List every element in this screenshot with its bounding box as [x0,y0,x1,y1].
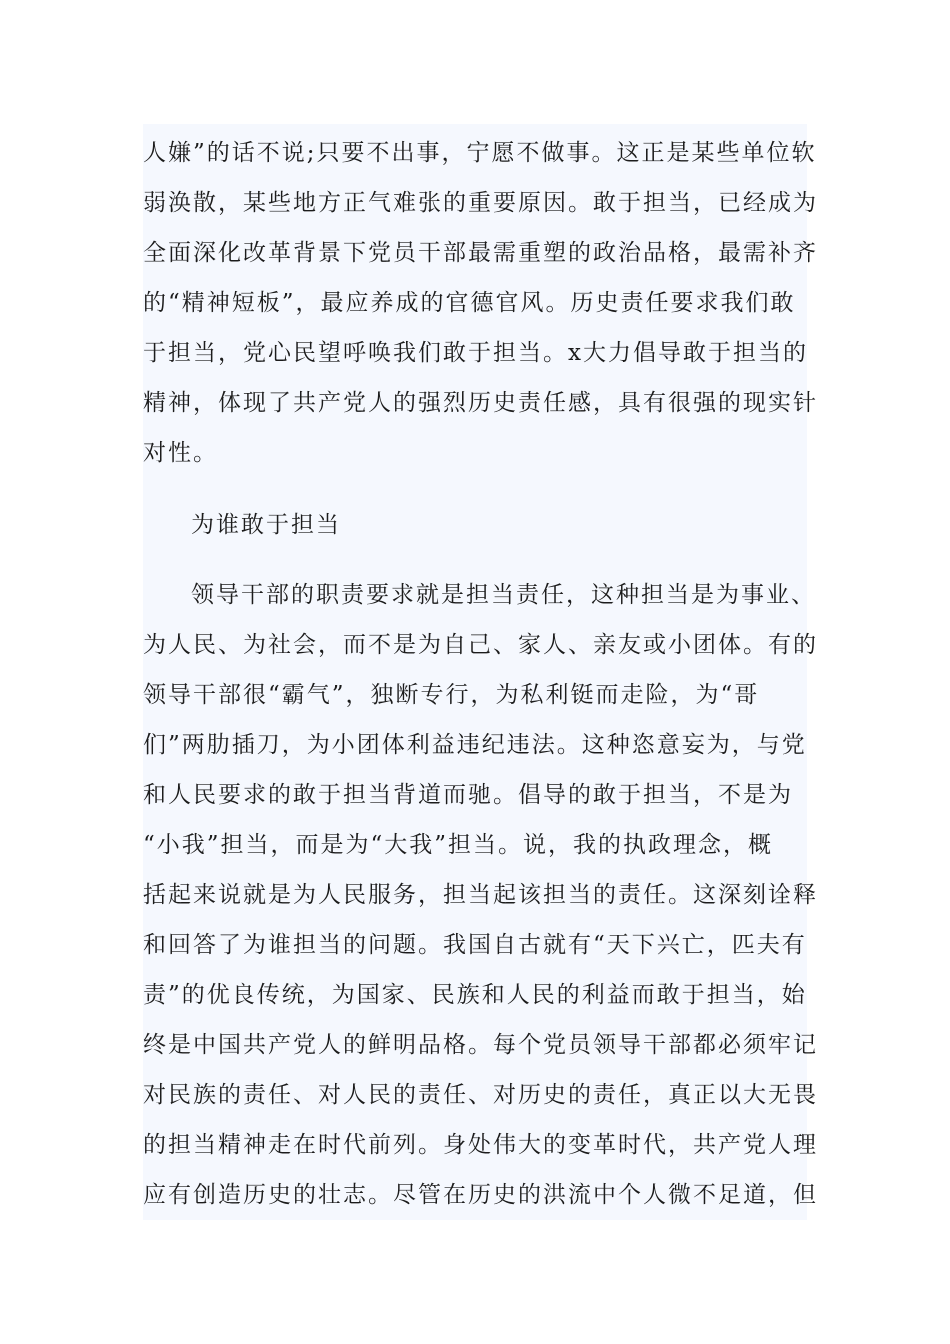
section-heading: 为谁敢于担当 [191,512,341,538]
text-line: 领导干部很“霸气”，独断专行，为私利铤而走险，为“哥 [143,682,760,708]
text-line: 为人民、为社会，而不是为自己、家人、亲友或小团体。有的 [143,632,818,658]
text-line: 弱涣散，某些地方正气难张的重要原因。敢于担当，已经成为 [143,190,818,216]
text-line: 终是中国共产党人的鲜明品格。每个党员领导干部都必须牢记 [143,1032,818,1058]
text-line: 的担当精神走在时代前列。身处伟大的变革时代，共产党人理 [143,1132,818,1158]
text-line: 应有创造历史的壮志。尽管在历史的洪流中个人微不足道，但 [143,1182,818,1208]
text-line: 的“精神短板”，最应养成的官德官风。历史责任要求我们敢 [143,290,796,316]
text-line: “小我”担当，而是为“大我”担当。说，我的执政理念，概 [143,832,774,858]
text-line: 们”两肋插刀，为小团体利益违纪违法。这种恣意妄为，与党 [143,732,807,758]
text-line: 精神，体现了共产党人的强烈历史责任感，具有很强的现实针 [143,390,818,416]
text-line: 对性。 [143,440,218,466]
text-line: 全面深化改革背景下党员干部最需重塑的政治品格，最需补齐 [143,240,818,266]
text-line: 括起来说就是为人民服务，担当起该担当的责任。这深刻诠释 [143,882,818,908]
text-line: 责”的优良传统，为国家、民族和人民的利益而敢于担当，始 [143,982,807,1008]
text-line: 人嫌”的话不说;只要不出事，宁愿不做事。这正是某些单位软 [143,140,817,166]
text-line: 和人民要求的敢于担当背道而驰。倡导的敢于担当，不是为 [143,782,793,808]
text-line: 于担当，党心民望呼唤我们敢于担当。x大力倡导敢于担当的 [143,340,808,366]
text-line: 对民族的责任、对人民的责任、对历史的责任，真正以大无畏 [143,1082,818,1108]
text-line: 领导干部的职责要求就是担当责任，这种担当是为事业、 [191,582,816,608]
body-text-block [143,124,818,1220]
text-line: 和回答了为谁担当的问题。我国自古就有“天下兴亡，匹夫有 [143,932,807,958]
